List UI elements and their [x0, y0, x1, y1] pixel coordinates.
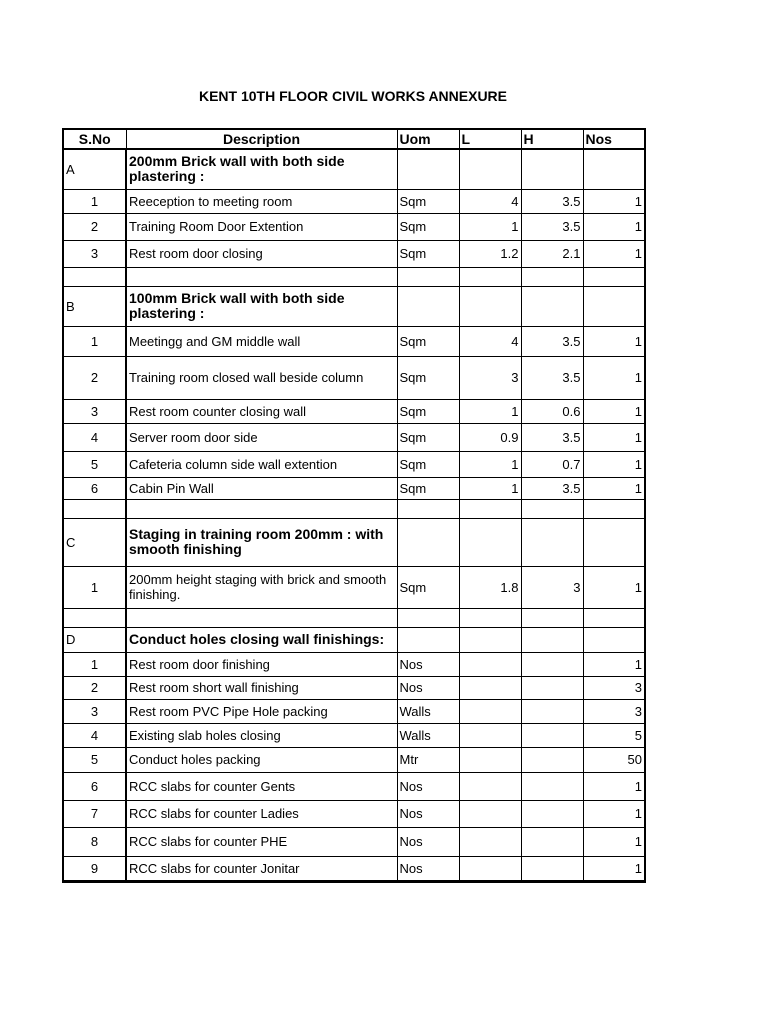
table-row: [63, 240, 645, 267]
cell-sno: 4: [63, 423, 126, 451]
cell-description: Staging in training room 200mm : with smooth finishing: [126, 518, 397, 566]
cell-nos: [583, 286, 645, 326]
cell-h: [521, 747, 583, 772]
cell-uom: Walls: [397, 699, 459, 723]
cell-h: [521, 608, 583, 627]
cell-nos: 1: [583, 423, 645, 451]
header-h: H: [521, 129, 583, 149]
cell-l: [459, 267, 521, 286]
cell-sno: 1: [63, 566, 126, 608]
cell-nos: 1: [583, 356, 645, 399]
cell-uom: Sqm: [397, 240, 459, 267]
table-row: [63, 800, 645, 827]
cell-uom: Mtr: [397, 747, 459, 772]
cell-uom: Sqm: [397, 213, 459, 240]
cell-h: [521, 286, 583, 326]
cell-sno: 6: [63, 772, 126, 800]
cell-nos: 1: [583, 213, 645, 240]
section-row: [63, 286, 645, 326]
cell-sno: 1: [63, 652, 126, 676]
cell-sno: 7: [63, 800, 126, 827]
cell-nos: [583, 499, 645, 518]
table-row: [63, 451, 645, 477]
cell-description: Rest room door finishing: [126, 652, 397, 676]
page-title: KENT 10TH FLOOR CIVIL WORKS ANNEXURE: [198, 88, 508, 104]
cell-uom: [397, 518, 459, 566]
cell-nos: [583, 518, 645, 566]
cell-l: 1: [459, 399, 521, 423]
cell-description: Rest room counter closing wall: [126, 399, 397, 423]
blank-row: [63, 608, 645, 627]
table-row: [63, 566, 645, 608]
table-row: [63, 477, 645, 499]
cell-h: [521, 149, 583, 189]
cell-nos: 3: [583, 676, 645, 699]
cell-uom: Nos: [397, 856, 459, 881]
cell-l: 1: [459, 213, 521, 240]
cell-nos: [583, 608, 645, 627]
cell-sno: 3: [63, 399, 126, 423]
cell-description: Conduct holes closing wall finishings:: [126, 627, 397, 652]
cell-description: [126, 499, 397, 518]
cell-sno: [63, 499, 126, 518]
cell-h: [521, 699, 583, 723]
header-sno: S.No: [63, 129, 126, 149]
cell-description: 200mm Brick wall with both side plastering :: [126, 149, 397, 189]
cell-sno: C: [63, 518, 126, 566]
cell-uom: [397, 608, 459, 627]
cell-uom: [397, 267, 459, 286]
cell-uom: Sqm: [397, 189, 459, 213]
cell-nos: [583, 627, 645, 652]
cell-l: [459, 286, 521, 326]
cell-h: 0.7: [521, 451, 583, 477]
cell-l: 4: [459, 189, 521, 213]
cell-h: 3.5: [521, 326, 583, 356]
section-row: [63, 518, 645, 566]
cell-sno: 1: [63, 189, 126, 213]
cell-description: RCC slabs for counter Gents: [126, 772, 397, 800]
cell-sno: B: [63, 286, 126, 326]
table-row: [63, 652, 645, 676]
cell-description: Reeception to meeting room: [126, 189, 397, 213]
annexure-table: [62, 128, 646, 883]
cell-nos: 1: [583, 566, 645, 608]
cell-description: Training room closed wall beside column: [126, 356, 397, 399]
cell-description: Training Room Door Extention: [126, 213, 397, 240]
cell-l: [459, 699, 521, 723]
table-row: [63, 213, 645, 240]
cell-description: Rest room PVC Pipe Hole packing: [126, 699, 397, 723]
cell-h: [521, 676, 583, 699]
cell-uom: Nos: [397, 800, 459, 827]
cell-h: 3.5: [521, 423, 583, 451]
cell-sno: [63, 267, 126, 286]
cell-l: [459, 518, 521, 566]
cell-description: [126, 267, 397, 286]
cell-h: 0.6: [521, 399, 583, 423]
cell-description: RCC slabs for counter Jonitar: [126, 856, 397, 881]
header-description: Description: [126, 129, 397, 149]
table-row: [63, 189, 645, 213]
table-row: [63, 423, 645, 451]
cell-nos: 1: [583, 856, 645, 881]
cell-h: 3.5: [521, 189, 583, 213]
cell-l: [459, 608, 521, 627]
table-row: [63, 356, 645, 399]
cell-l: [459, 747, 521, 772]
cell-sno: 2: [63, 213, 126, 240]
table-body: [63, 149, 645, 881]
cell-sno: 1: [63, 326, 126, 356]
cell-uom: Nos: [397, 676, 459, 699]
cell-nos: 1: [583, 477, 645, 499]
cell-nos: 1: [583, 399, 645, 423]
cell-l: [459, 827, 521, 856]
cell-l: 1.2: [459, 240, 521, 267]
cell-h: [521, 518, 583, 566]
cell-description: Conduct holes packing: [126, 747, 397, 772]
cell-h: [521, 800, 583, 827]
cell-nos: 1: [583, 827, 645, 856]
cell-uom: Sqm: [397, 477, 459, 499]
cell-nos: 1: [583, 189, 645, 213]
cell-h: [521, 856, 583, 881]
table-row: [63, 747, 645, 772]
cell-h: [521, 772, 583, 800]
cell-l: 4: [459, 326, 521, 356]
cell-uom: [397, 286, 459, 326]
header-nos: Nos: [583, 129, 645, 149]
cell-description: RCC slabs for counter PHE: [126, 827, 397, 856]
cell-nos: 1: [583, 652, 645, 676]
cell-uom: Nos: [397, 827, 459, 856]
cell-description: 100mm Brick wall with both side plastering :: [126, 286, 397, 326]
table-row: [63, 326, 645, 356]
cell-h: [521, 499, 583, 518]
cell-uom: [397, 627, 459, 652]
cell-h: [521, 627, 583, 652]
cell-uom: Sqm: [397, 423, 459, 451]
cell-description: Cabin Pin Wall: [126, 477, 397, 499]
cell-description: Rest room door closing: [126, 240, 397, 267]
cell-nos: 3: [583, 699, 645, 723]
cell-h: [521, 652, 583, 676]
cell-h: 3.5: [521, 213, 583, 240]
cell-nos: 50: [583, 747, 645, 772]
header-l: L: [459, 129, 521, 149]
cell-sno: A: [63, 149, 126, 189]
cell-h: [521, 827, 583, 856]
cell-nos: 1: [583, 800, 645, 827]
cell-description: RCC slabs for counter Ladies: [126, 800, 397, 827]
cell-description: Rest room short wall finishing: [126, 676, 397, 699]
cell-sno: 6: [63, 477, 126, 499]
cell-h: [521, 723, 583, 747]
cell-h: 2.1: [521, 240, 583, 267]
cell-l: [459, 499, 521, 518]
header-row: [63, 129, 645, 149]
cell-uom: Walls: [397, 723, 459, 747]
cell-sno: 3: [63, 699, 126, 723]
cell-nos: 1: [583, 451, 645, 477]
cell-nos: [583, 149, 645, 189]
cell-sno: 3: [63, 240, 126, 267]
cell-uom: [397, 499, 459, 518]
cell-uom: Sqm: [397, 356, 459, 399]
cell-sno: 9: [63, 856, 126, 881]
section-row: [63, 149, 645, 189]
cell-uom: [397, 149, 459, 189]
table-row: [63, 856, 645, 881]
section-row: [63, 627, 645, 652]
cell-nos: 5: [583, 723, 645, 747]
cell-sno: 8: [63, 827, 126, 856]
table-row: [63, 723, 645, 747]
cell-l: [459, 652, 521, 676]
cell-uom: Nos: [397, 772, 459, 800]
cell-sno: 4: [63, 723, 126, 747]
table-row: [63, 676, 645, 699]
cell-description: Cafeteria column side wall extention: [126, 451, 397, 477]
cell-nos: 1: [583, 772, 645, 800]
cell-uom: Sqm: [397, 566, 459, 608]
cell-h: 3: [521, 566, 583, 608]
cell-l: [459, 627, 521, 652]
table-row: [63, 772, 645, 800]
cell-sno: 2: [63, 676, 126, 699]
cell-uom: Sqm: [397, 399, 459, 423]
cell-description: [126, 608, 397, 627]
cell-description: Meetingg and GM middle wall: [126, 326, 397, 356]
cell-nos: [583, 267, 645, 286]
cell-sno: 5: [63, 747, 126, 772]
cell-l: 3: [459, 356, 521, 399]
blank-row: [63, 267, 645, 286]
cell-sno: [63, 608, 126, 627]
cell-sno: D: [63, 627, 126, 652]
cell-l: 0.9: [459, 423, 521, 451]
cell-nos: 1: [583, 326, 645, 356]
cell-l: 1: [459, 477, 521, 499]
cell-uom: Sqm: [397, 451, 459, 477]
cell-uom: Nos: [397, 652, 459, 676]
cell-h: 3.5: [521, 356, 583, 399]
header-uom: Uom: [397, 129, 459, 149]
cell-l: [459, 676, 521, 699]
cell-l: [459, 723, 521, 747]
cell-h: 3.5: [521, 477, 583, 499]
blank-row: [63, 499, 645, 518]
cell-l: 1.8: [459, 566, 521, 608]
table-row: [63, 699, 645, 723]
cell-l: 1: [459, 451, 521, 477]
cell-nos: 1: [583, 240, 645, 267]
cell-l: [459, 856, 521, 881]
cell-h: [521, 267, 583, 286]
table-row: [63, 399, 645, 423]
cell-uom: Sqm: [397, 326, 459, 356]
cell-l: [459, 772, 521, 800]
cell-description: 200mm height staging with brick and smooth finishing.: [126, 566, 397, 608]
cell-l: [459, 800, 521, 827]
cell-sno: 2: [63, 356, 126, 399]
cell-l: [459, 149, 521, 189]
table-row: [63, 827, 645, 856]
cell-sno: 5: [63, 451, 126, 477]
cell-description: Existing slab holes closing: [126, 723, 397, 747]
cell-description: Server room door side: [126, 423, 397, 451]
